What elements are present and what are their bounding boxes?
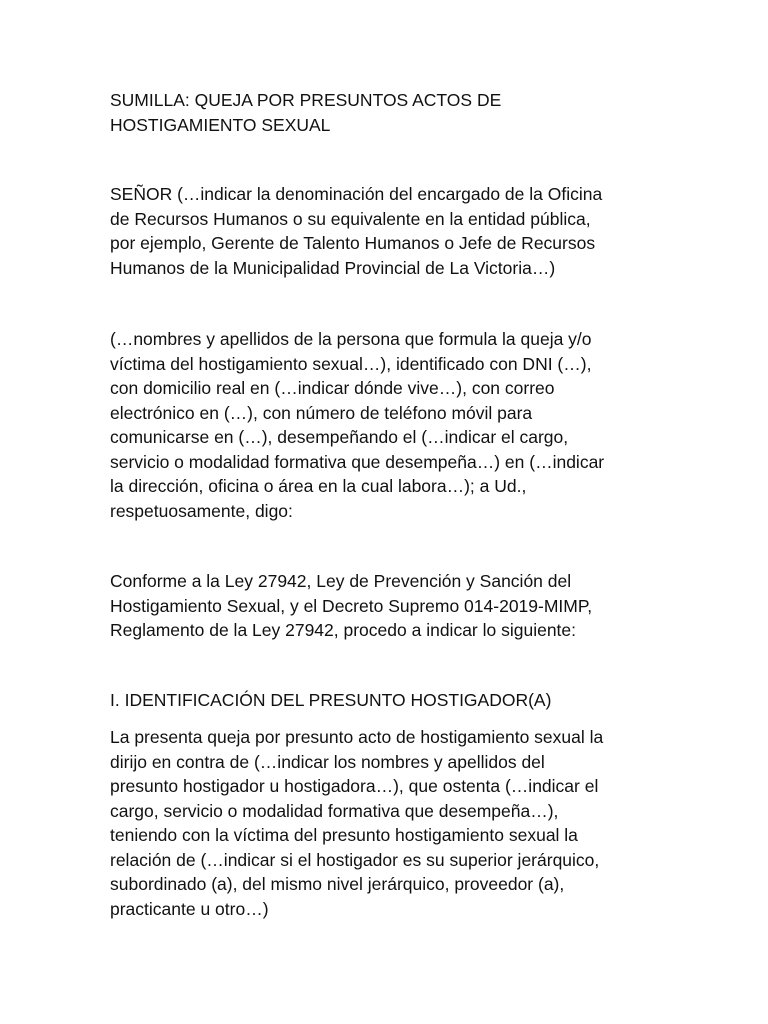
addressee-line: SEÑOR (…indicar la denominación del encargado de la Oficina bbox=[110, 184, 603, 204]
complainant-line: con domicilio real en (…indicar dónde vive…), con correo bbox=[110, 378, 555, 398]
complainant-line: comunicarse en (…), desempeñando el (…indicar el cargo, bbox=[110, 427, 569, 447]
complainant-line: electrónico en (…), con número de teléfono móvil para bbox=[110, 402, 533, 423]
sumilla-line: SUMILLA: QUEJA POR PRESUNTOS ACTOS DE bbox=[110, 90, 502, 110]
identification-line: practicante u otro…) bbox=[110, 898, 269, 919]
complainant-line: (…nombres y apellidos de la persona que formula la queja y/o bbox=[110, 329, 592, 349]
addressee-line: de Recursos Humanos o su equivalente en la entidad pública, bbox=[110, 208, 591, 229]
accused-identification-paragraph bbox=[110, 725, 670, 921]
complainant-line: servicio o modalidad formativa que desempeña…) en (…indicar bbox=[110, 451, 605, 472]
sumilla-heading bbox=[110, 88, 670, 137]
identification-line: dirijo en contra de (…indicar los nombres y apellidos del bbox=[110, 751, 545, 772]
addressee-line: Humanos de la Municipalidad Provincial de La Victoria…) bbox=[110, 257, 556, 278]
addressee-paragraph bbox=[110, 182, 670, 280]
complainant-line: respetuosamente, digo: bbox=[110, 500, 293, 521]
legal-basis-line: Reglamento de la Ley 27942, procedo a indicar lo siguiente: bbox=[110, 620, 577, 640]
addressee-line: por ejemplo, Gerente de Talento Humanos o Jefe de Recursos bbox=[110, 233, 596, 253]
identification-line: La presenta queja por presunto acto de hostigamiento sexual la bbox=[110, 727, 604, 747]
legal-basis-line: Hostigamiento Sexual, y el Decreto Supremo 014-2019-MIMP, bbox=[110, 595, 593, 616]
complainant-data-paragraph bbox=[110, 327, 670, 523]
sumilla-line: HOSTIGAMIENTO SEXUAL bbox=[110, 114, 331, 135]
identification-line: teniendo con la víctima del presunto hostigamiento sexual la bbox=[110, 825, 578, 845]
legal-basis-line: Conforme a la Ley 27942, Ley de Prevención y Sanción del bbox=[110, 571, 572, 591]
identification-line: relación de (…indicar si el hostigador es su superior jerárquico, bbox=[110, 849, 600, 870]
identification-line: presunto hostigador u hostigadora…), que ostenta (…indicar el bbox=[110, 776, 599, 796]
section-heading-identificacion: I. IDENTIFICACIÓN DEL PRESUNTO HOSTIGADOR(A) bbox=[110, 690, 552, 710]
legal-basis-paragraph bbox=[110, 569, 670, 643]
identification-line: cargo, servicio o modalidad formativa que desempeña…), bbox=[110, 800, 559, 821]
complainant-line: la dirección, oficina o área en la cual labora…); a Ud., bbox=[110, 476, 527, 496]
identification-line: subordinado (a), del mismo nivel jerárquico, proveedor (a), bbox=[110, 874, 565, 894]
complainant-line: víctima del hostigamiento sexual…), identificado con DNI (…), bbox=[110, 353, 592, 374]
